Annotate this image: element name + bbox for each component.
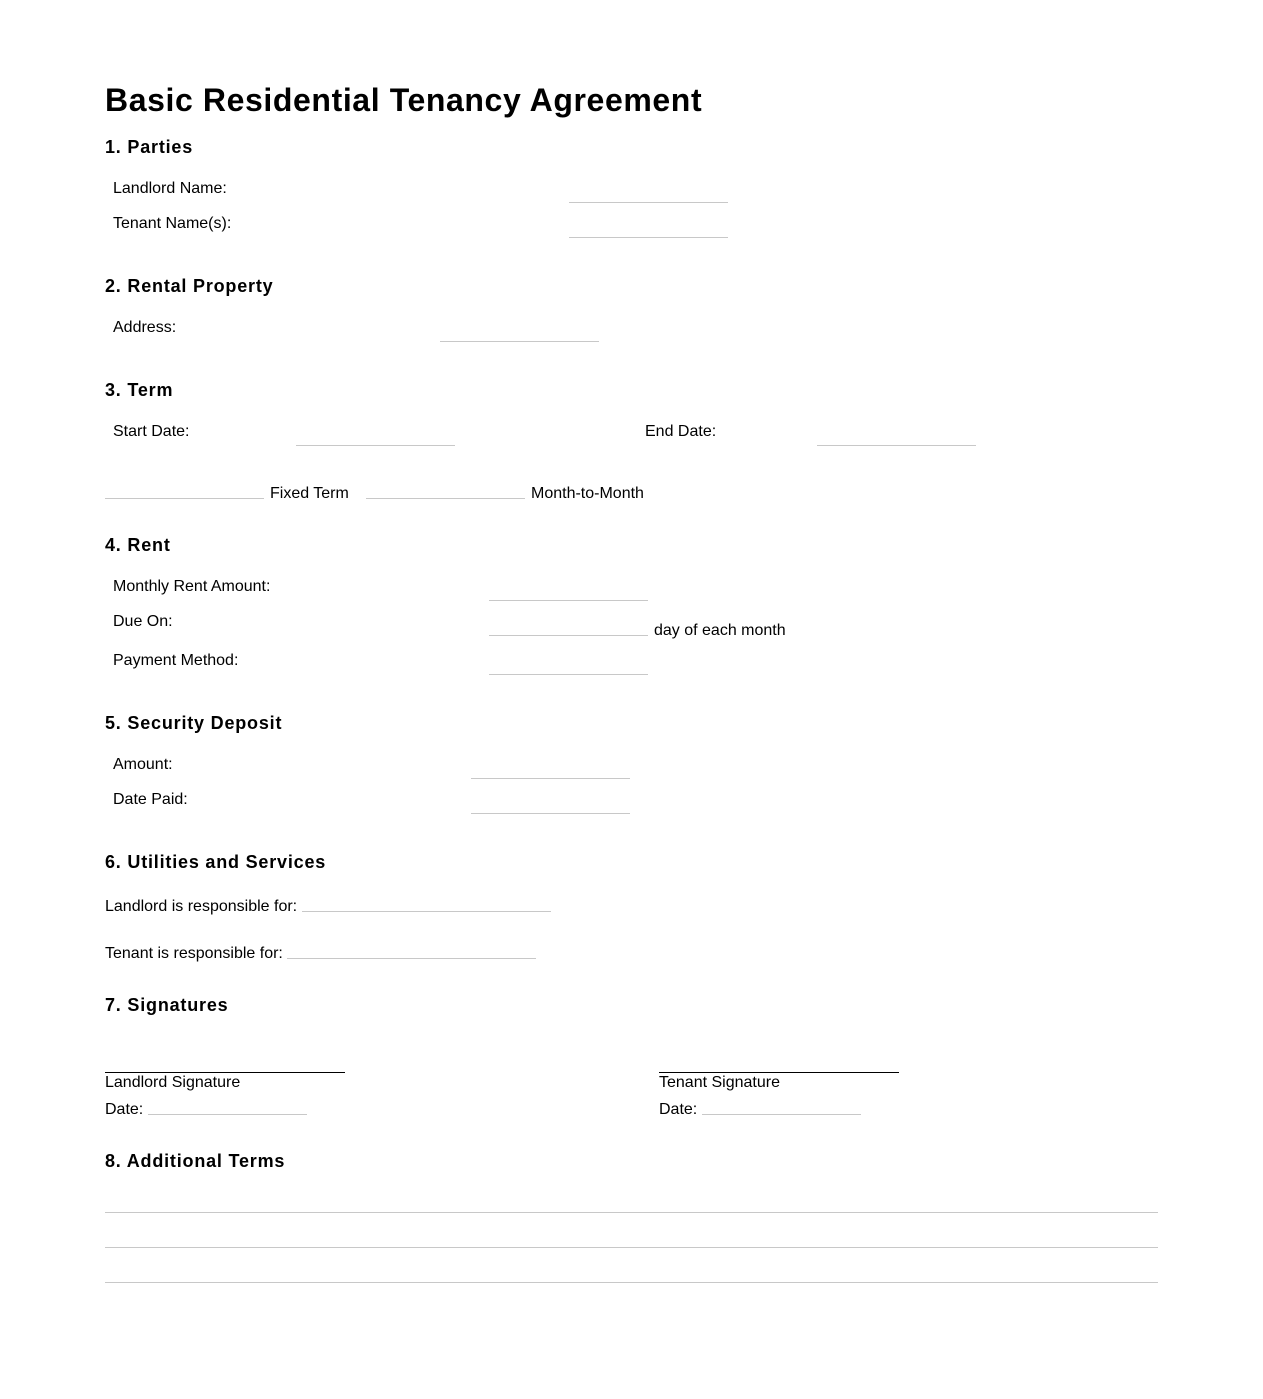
additional-terms-line-1[interactable] (105, 1194, 1158, 1213)
additional-terms-line-2[interactable] (105, 1229, 1158, 1248)
section-heading-parties: 1. Parties (105, 137, 194, 157)
landlord-signature-date-input[interactable] (148, 1096, 307, 1115)
start-date-label: Start Date: (113, 423, 190, 440)
tenant-names-label: Tenant Name(s): (113, 215, 232, 232)
month-to-month-label: Month-to-Month (531, 485, 644, 502)
fixed-term-checkmark-input[interactable] (105, 480, 264, 499)
fixed-term-label: Fixed Term (270, 485, 349, 502)
address-label: Address: (113, 319, 177, 336)
tenant-date-label: Date: (659, 1101, 698, 1118)
monthly-rent-input[interactable] (489, 582, 648, 601)
section-heading-term: 3. Term (105, 380, 174, 400)
tenant-utilities-label: Tenant is responsible for: (105, 945, 283, 962)
tenant-signature-label: Tenant Signature (659, 1074, 780, 1091)
monthly-rent-label: Monthly Rent Amount: (113, 578, 271, 595)
due-on-label: Due On: (113, 613, 173, 630)
payment-method-label: Payment Method: (113, 652, 239, 669)
deposit-amount-label: Amount: (113, 756, 173, 773)
landlord-name-input[interactable] (569, 184, 728, 203)
landlord-utilities-input[interactable] (302, 893, 551, 912)
page-title: Basic Residential Tenancy Agreement (105, 82, 703, 118)
landlord-signature-label: Landlord Signature (105, 1074, 241, 1091)
end-date-input[interactable] (817, 427, 976, 446)
landlord-signature-line[interactable] (105, 1072, 345, 1073)
due-day-input[interactable] (489, 617, 648, 636)
section-heading-rent: 4. Rent (105, 535, 171, 555)
section-heading-additional-terms: 8. Additional Terms (105, 1151, 286, 1171)
landlord-name-label: Landlord Name: (113, 180, 227, 197)
tenant-signature-date-input[interactable] (702, 1096, 861, 1115)
additional-terms-line-3[interactable] (105, 1264, 1158, 1283)
start-date-input[interactable] (296, 427, 455, 446)
tenant-names-input[interactable] (569, 219, 728, 238)
deposit-amount-input[interactable] (471, 760, 630, 779)
end-date-label: End Date: (645, 423, 717, 440)
section-heading-security-deposit: 5. Security Deposit (105, 713, 283, 733)
section-heading-signatures: 7. Signatures (105, 995, 229, 1015)
payment-method-input[interactable] (489, 656, 648, 675)
deposit-date-label: Date Paid: (113, 791, 188, 808)
address-input[interactable] (440, 323, 599, 342)
landlord-date-label: Date: (105, 1101, 144, 1118)
month-to-month-checkmark-input[interactable] (366, 480, 525, 499)
tenant-utilities-input[interactable] (287, 940, 536, 959)
deposit-date-input[interactable] (471, 795, 630, 814)
section-heading-utilities: 6. Utilities and Services (105, 852, 327, 872)
tenant-signature-line[interactable] (659, 1072, 899, 1073)
landlord-utilities-label: Landlord is responsible for: (105, 898, 298, 915)
due-day-suffix: day of each month (654, 622, 786, 639)
section-heading-rental-property: 2. Rental Property (105, 276, 274, 296)
